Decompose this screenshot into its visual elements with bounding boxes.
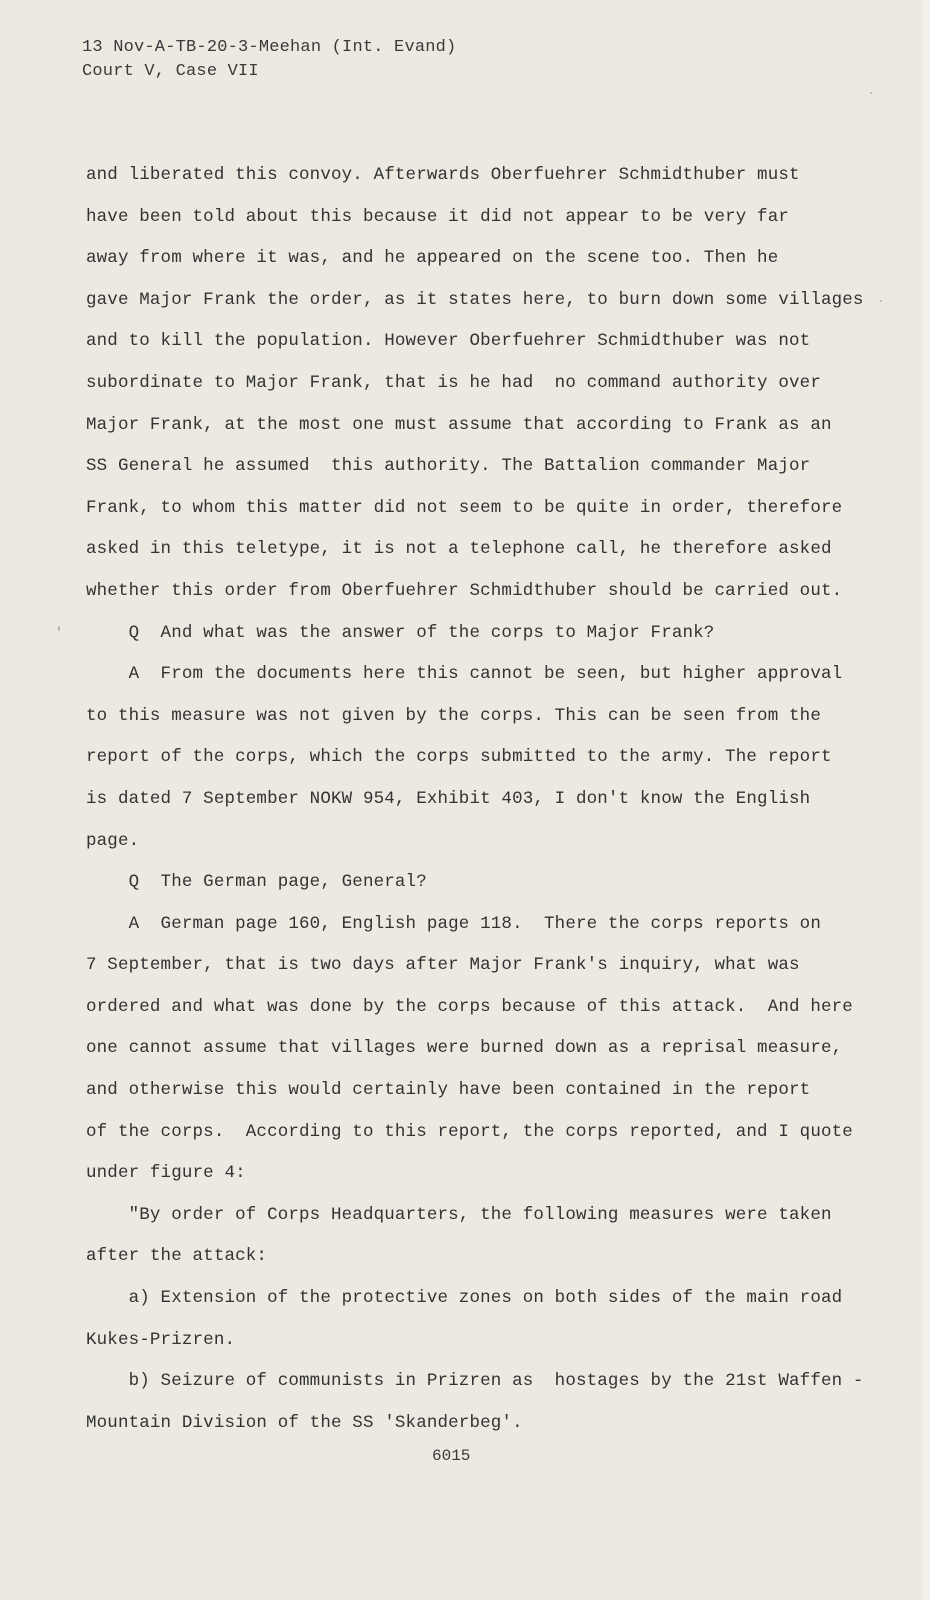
text-line: and liberated this convoy. Afterwards Oberfuehrer Schmidthuber must xyxy=(86,165,800,185)
question-line: Q The German page, General? xyxy=(86,872,427,893)
text-line: asked in this teletype, it is not a telephone call, he therefore asked xyxy=(86,539,832,560)
quote-item-line: Kukes-Prizren. xyxy=(86,1329,236,1350)
text-line: subordinate to Major Frank, that is he had no command authority over xyxy=(86,372,821,393)
text-line: Frank, to whom this matter did not seem to be quite in order, therefore xyxy=(86,497,843,518)
text-line: and otherwise this would certainly have been contained in the report xyxy=(86,1080,811,1101)
text-line: Major Frank, at the most one must assume that according to Frank as an xyxy=(86,414,832,435)
text-line: to this measure was not given by the corps. This can be seen from the xyxy=(86,705,821,726)
text-line: gave Major Frank the order, as it states here, to burn down some villages xyxy=(86,289,864,310)
quote-line: after the attack: xyxy=(86,1246,268,1267)
text-line: ordered and what was done by the corps because of this attack. And here xyxy=(86,996,853,1017)
text-line: have been told about this because it did not appear to be very far xyxy=(86,206,790,227)
text-line: one cannot assume that villages were burned down as a reprisal measure, xyxy=(86,1038,843,1059)
session-reference: 13 Nov-A-TB-20-3-Meehan (Int. Evand) xyxy=(82,38,457,57)
text-line: report of the corps, which the corps submitted to the army. The report xyxy=(86,747,832,768)
paper-speck xyxy=(870,92,872,94)
text-line: under figure 4: xyxy=(86,1163,246,1184)
quote-line: "By order of Corps Headquarters, the following measures were taken xyxy=(86,1204,832,1225)
text-line: page. xyxy=(86,830,140,851)
answer-line: A From the documents here this cannot be seen, but higher approval xyxy=(86,664,843,685)
text-line: of the corps. According to this report, the corps reported, and I quote xyxy=(86,1121,853,1142)
court-case-reference: Court V, Case VII xyxy=(82,62,259,81)
quote-item-line: Mountain Division of the SS 'Skanderbeg'. xyxy=(86,1412,523,1433)
document-header xyxy=(82,36,456,84)
text-line: whether this order from Oberfuehrer Schmidthuber should be carried out. xyxy=(86,580,843,601)
text-line: is dated 7 September NOKW 954, Exhibit 403, I don't know the English xyxy=(86,788,811,809)
text-line: away from where it was, and he appeared on the scene too. Then he xyxy=(86,248,779,269)
page-number: 6015 xyxy=(432,1447,471,1465)
answer-line: A German page 160, English page 118. There the corps reports on xyxy=(86,913,821,934)
quote-item-line: a) Extension of the protective zones on both sides of the main road xyxy=(86,1288,843,1309)
transcript-body xyxy=(86,162,864,1451)
quote-item-line: b) Seizure of communists in Prizren as hostages by the 21st Waffen - xyxy=(86,1371,864,1392)
text-line: 7 September, that is two days after Major Frank's inquiry, what was xyxy=(86,955,800,976)
text-line: and to kill the population. However Oberfuehrer Schmidthuber was not xyxy=(86,331,811,352)
paper-speck xyxy=(880,300,882,302)
text-line: SS General he assumed this authority. The Battalion commander Major xyxy=(86,456,811,477)
question-line: Q And what was the answer of the corps to Major Frank? xyxy=(86,622,715,643)
paper-speck xyxy=(58,626,60,631)
